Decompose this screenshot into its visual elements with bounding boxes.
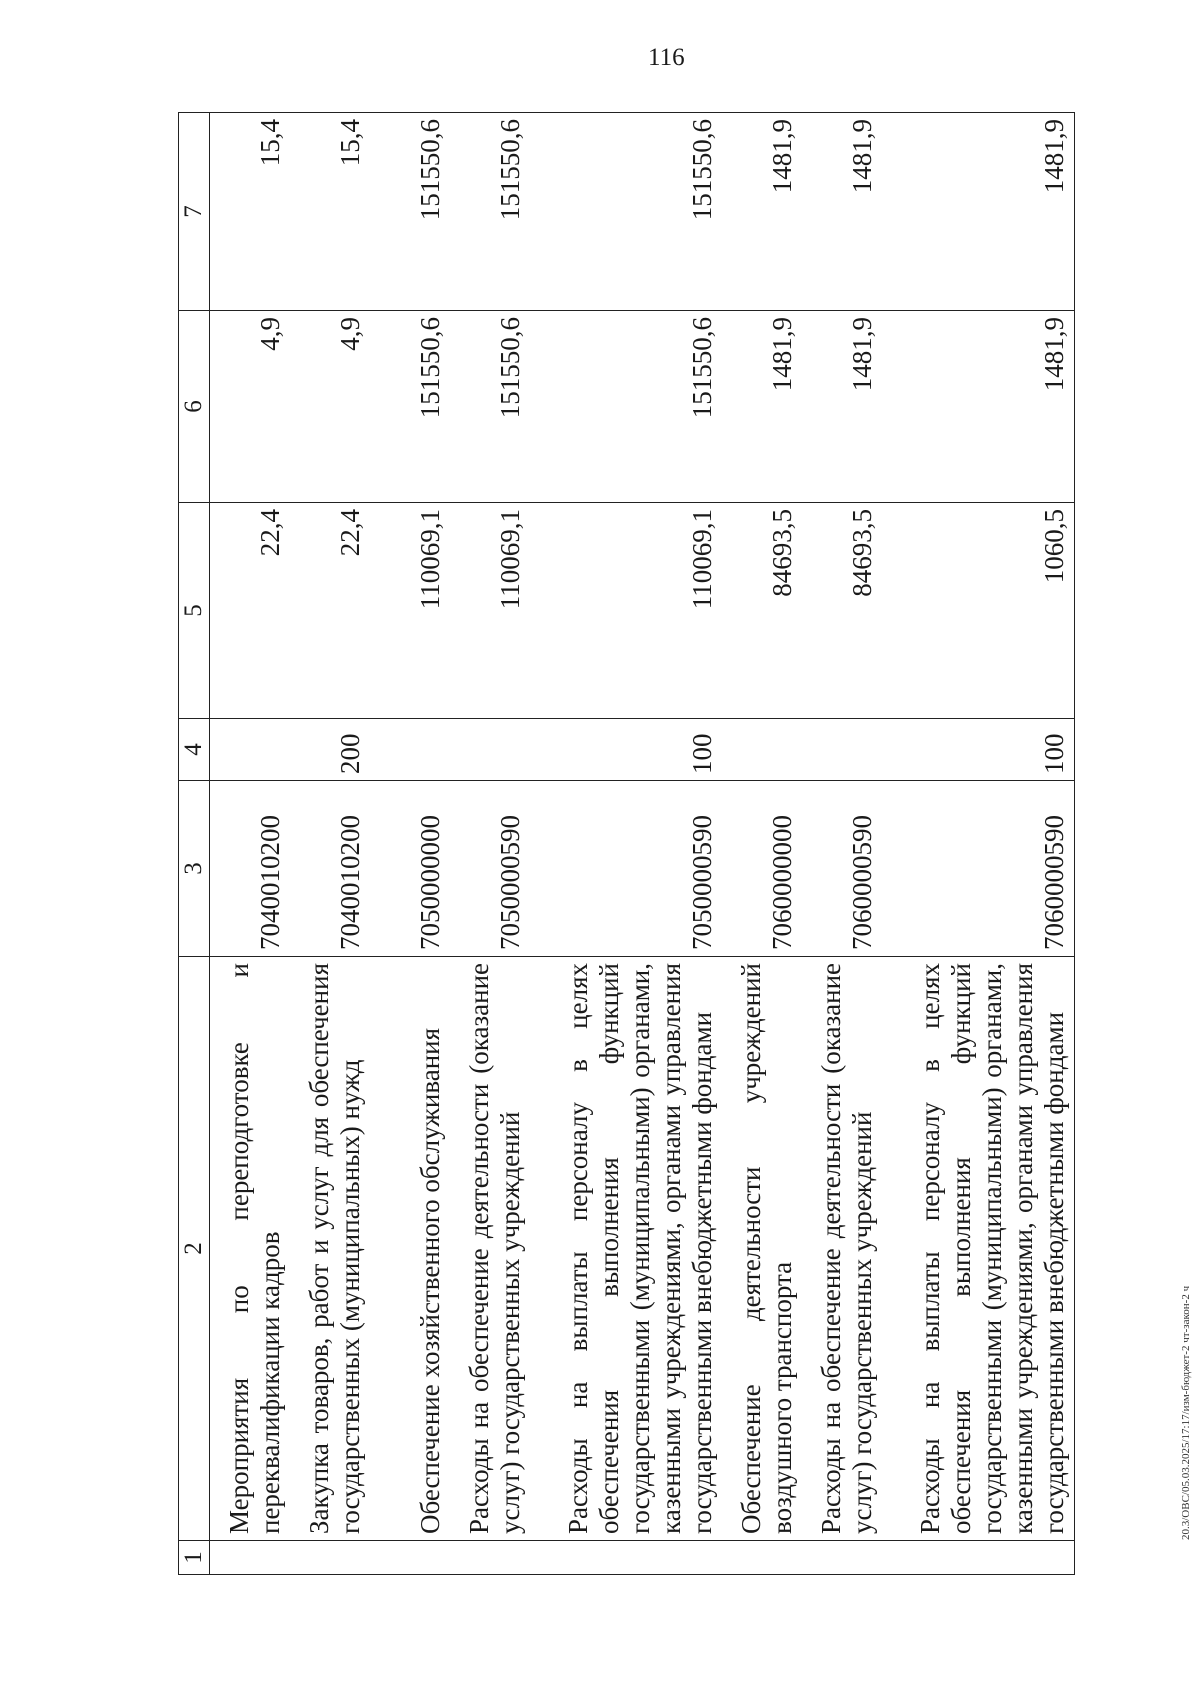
- row-name: Расходы на выплаты персоналу в целях обеспечения выполнения функций государственными (муниципальными) органами, казенными учреждениями, органами управления государственными внебюджетными фондами: [882, 957, 1075, 1541]
- page-number: 116: [648, 44, 685, 71]
- column-header: 6: [179, 311, 210, 503]
- col1-cell: [722, 1541, 802, 1575]
- target-code: 7050000000: [370, 781, 450, 957]
- row-name: Расходы на выплаты персоналу в целях обеспечения выполнения функций государственными (муниципальными) органами, казенными учреждениями, органами управления государственными внебюджетными фондами: [530, 957, 722, 1541]
- table-header-row: [179, 113, 210, 1575]
- table-row: [450, 113, 530, 1575]
- budget-table-container: [178, 113, 1069, 1575]
- expense-type: [450, 719, 530, 781]
- value-col7: 15,4: [290, 113, 370, 311]
- col1-cell: [290, 1541, 370, 1575]
- target-code: 7040010200: [210, 781, 291, 957]
- col1-cell: [370, 1541, 450, 1575]
- value-col5: 84693,5: [802, 503, 882, 719]
- value-col7: 1481,9: [722, 113, 802, 311]
- target-code: 7050000590: [530, 781, 722, 957]
- column-header: 5: [179, 503, 210, 719]
- value-col6: 1481,9: [802, 311, 882, 503]
- value-col7: 151550,6: [450, 113, 530, 311]
- value-col5: 22,4: [210, 503, 291, 719]
- budget-table: [178, 112, 1075, 1575]
- col1-cell: [882, 1541, 1075, 1575]
- table-row: [802, 113, 882, 1575]
- value-col7: 151550,6: [370, 113, 450, 311]
- value-col5: 1060,5: [882, 503, 1075, 719]
- column-header: 3: [179, 781, 210, 957]
- row-name: Обеспечение хозяйственного обслуживания: [370, 957, 450, 1541]
- value-col5: 110069,1: [530, 503, 722, 719]
- table-row: [210, 113, 291, 1575]
- col1-cell: [530, 1541, 722, 1575]
- value-col7: 15,4: [210, 113, 291, 311]
- value-col6: 151550,6: [450, 311, 530, 503]
- expense-type: 200: [290, 719, 370, 781]
- column-header: 4: [179, 719, 210, 781]
- value-col6: 4,9: [210, 311, 291, 503]
- expense-type: 100: [530, 719, 722, 781]
- col1-cell: [802, 1541, 882, 1575]
- value-col7: 1481,9: [802, 113, 882, 311]
- value-col7: 1481,9: [882, 113, 1075, 311]
- value-col7: 151550,6: [530, 113, 722, 311]
- value-col6: 1481,9: [882, 311, 1075, 503]
- table-row: [882, 113, 1075, 1575]
- row-name: Мероприятия по переподготовке и переквалификации кадров: [210, 957, 291, 1541]
- value-col6: 1481,9: [722, 311, 802, 503]
- value-col6: 151550,6: [370, 311, 450, 503]
- row-name: Обеспечение деятельности учреждений воздушного транспорта: [722, 957, 802, 1541]
- table-row: [530, 113, 722, 1575]
- expense-type: [370, 719, 450, 781]
- expense-type: 100: [882, 719, 1075, 781]
- table-row: [370, 113, 450, 1575]
- value-col6: 151550,6: [530, 311, 722, 503]
- document-footer-code: 20.3/ОВС/05.03.2025/17:17/изм-бюджет-2 чт-закон-2 ч: [1180, 1285, 1192, 1540]
- target-code: 7060000000: [722, 781, 802, 957]
- table-row: [722, 113, 802, 1575]
- row-name: Закупка товаров, работ и услуг для обеспечения государственных (муниципальных) нужд: [290, 957, 370, 1541]
- value-col5: 22,4: [290, 503, 370, 719]
- row-name: Расходы на обеспечение деятельности (оказание услуг) государственных учреждений: [802, 957, 882, 1541]
- value-col6: 4,9: [290, 311, 370, 503]
- column-header: 7: [179, 113, 210, 311]
- expense-type: [722, 719, 802, 781]
- value-col5: 110069,1: [450, 503, 530, 719]
- row-name: Расходы на обеспечение деятельности (оказание услуг) государственных учреждений: [450, 957, 530, 1541]
- column-header: 2: [179, 957, 210, 1541]
- table-row: [290, 113, 370, 1575]
- target-code: 7050000590: [450, 781, 530, 957]
- target-code: 7060000590: [802, 781, 882, 957]
- expense-type: [802, 719, 882, 781]
- expense-type: [210, 719, 291, 781]
- target-code: 7040010200: [290, 781, 370, 957]
- target-code: 7060000590: [882, 781, 1075, 957]
- col1-cell: [450, 1541, 530, 1575]
- value-col5: 110069,1: [370, 503, 450, 719]
- col1-cell: [210, 1541, 291, 1575]
- value-col5: 84693,5: [722, 503, 802, 719]
- column-header: 1: [179, 1541, 210, 1575]
